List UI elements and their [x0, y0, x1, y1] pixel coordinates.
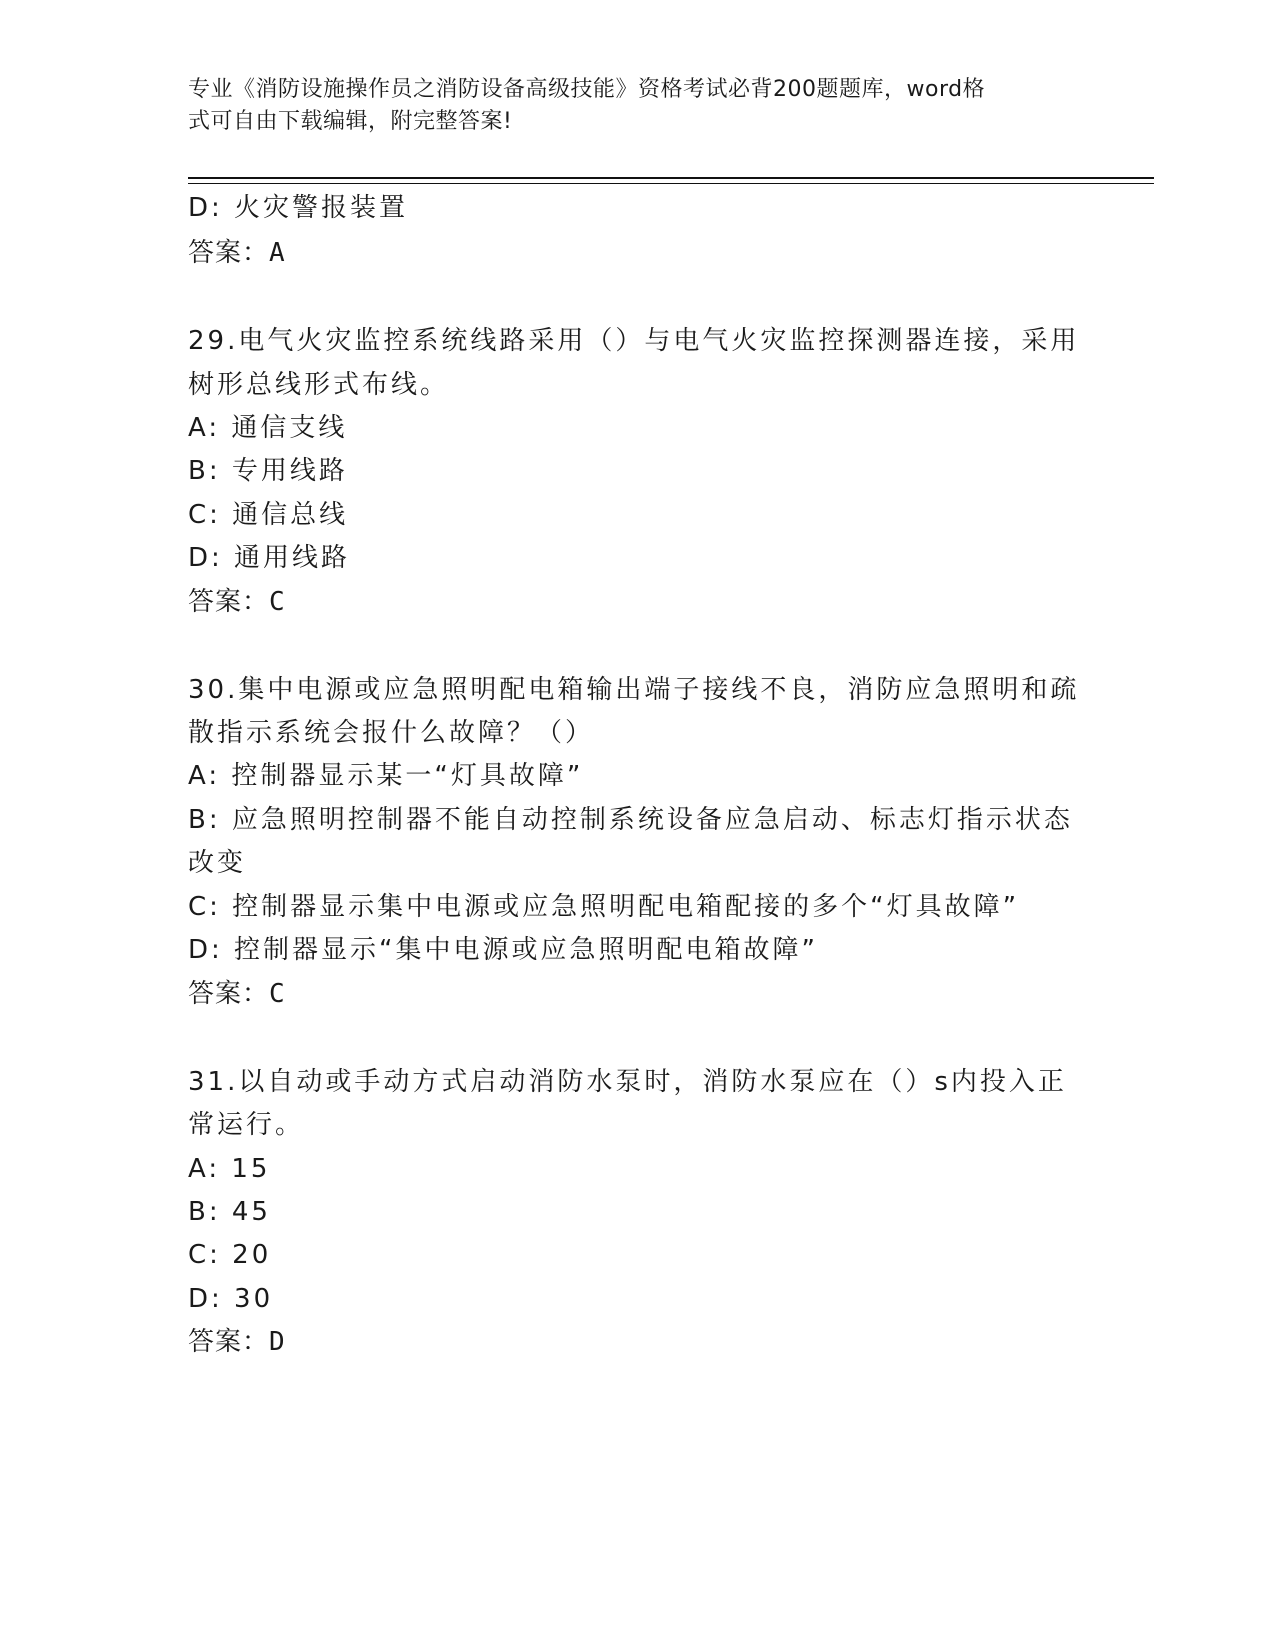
q30-stem-line-1: 30.集中电源或应急照明配电箱输出端子接线不良，消防应急照明和疏 [188, 675, 1080, 705]
q31-answer: 答案：D [188, 1327, 286, 1357]
q30-option-d: D: 控制器显示“集中电源或应急照明配电箱故障” [188, 935, 818, 965]
prev-option-d: D: 火灾警报装置 [188, 193, 409, 223]
q31-option-c: C: 20 [188, 1240, 272, 1270]
document-header [188, 74, 1078, 138]
q31-option-d: D: 30 [188, 1284, 274, 1314]
q30-option-b-line-1: B: 应急照明控制器不能自动控制系统设备应急启动、标志灯指示状态 [188, 805, 1073, 835]
q29-stem-line-1: 29.电气火灾监控系统线路采用（）与电气火灾监控探测器连接，采用 [188, 326, 1080, 356]
q29-option-d: D: 通用线路 [188, 543, 351, 573]
q30-option-b-line-2: 改变 [188, 848, 247, 878]
q29-option-a: A: 通信支线 [188, 413, 348, 443]
q29-option-b: B: 专用线路 [188, 456, 348, 486]
prev-answer: 答案：A [188, 238, 286, 268]
q31-stem-line-1: 31.以自动或手动方式启动消防水泵时，消防水泵应在（）s内投入正 [188, 1067, 1067, 1097]
q29-answer: 答案：C [188, 587, 286, 617]
q30-answer: 答案：C [188, 979, 286, 1009]
q31-option-b: B: 45 [188, 1197, 271, 1227]
q29-option-c: C: 通信总线 [188, 500, 349, 530]
q31-option-a: A: 15 [188, 1154, 271, 1184]
header-line-2: 式可自由下载编辑，附完整答案! [188, 109, 513, 134]
q29-stem-line-2: 树形总线形式布线。 [188, 370, 450, 400]
header-divider-thick [188, 177, 1154, 179]
q30-option-c: C: 控制器显示集中电源或应急照明配电箱配接的多个“灯具故障” [188, 892, 1020, 922]
q30-option-a: A: 控制器显示某一“灯具故障” [188, 761, 584, 791]
q31-stem-line-2: 常运行。 [188, 1110, 305, 1140]
header-divider-thin [188, 183, 1154, 184]
header-line-1: 专业《消防设施操作员之消防设备高级技能》资格考试必背200题题库，word格 [188, 77, 986, 102]
q30-stem-line-2: 散指示系统会报什么故障？（） [188, 718, 595, 748]
